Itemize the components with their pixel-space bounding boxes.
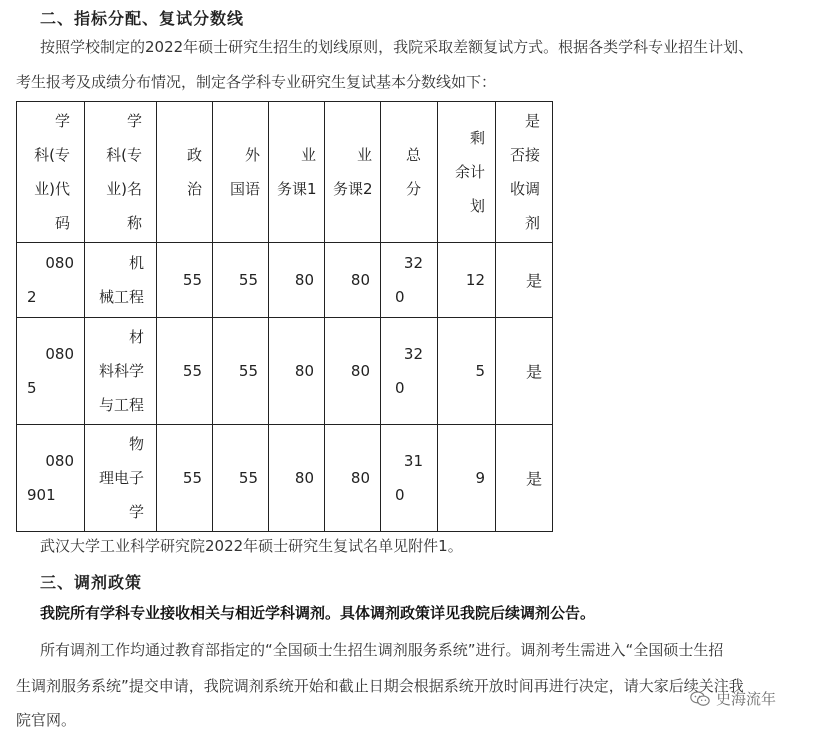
table-cell-remaining: [438, 425, 496, 532]
cell-text-line: 剩: [469, 129, 485, 147]
cell-text-line: 外: [244, 146, 260, 164]
table-cell-code: [17, 425, 85, 532]
cell-text-line: 2: [27, 288, 37, 306]
watermark: [690, 688, 776, 709]
table-cell-politics: [157, 243, 213, 318]
cell-value: 是: [525, 362, 542, 382]
header-cell: [269, 102, 325, 243]
cell-text-line: 5: [27, 379, 37, 397]
table-cell-adjust: [496, 243, 553, 318]
cell-text-line: 科(专: [34, 146, 70, 164]
section-3-paragraph-line-1: 所有调剂工作均通过教育部指定的“全国硕士生招生调剂服务系统”进行。调剂考生需进入“全国硕士生招: [40, 641, 724, 659]
section-2-paragraph-line-1: 按照学校制定的2022年硕士研究生招生的划线原则，我院采取差额复试方式。根据各类学科专业招生计划、: [40, 38, 754, 56]
cell-text-line: 32: [403, 345, 423, 363]
header-cell: [157, 102, 213, 243]
cell-text-line: 32: [403, 254, 423, 272]
cell-text-line: 学: [126, 112, 142, 130]
cell-text-line: 科(专: [106, 146, 142, 164]
cell-text-line: 物: [128, 435, 144, 453]
table-cell-foreign: [213, 243, 269, 318]
cell-value: 5: [475, 362, 485, 380]
header-cell: [85, 102, 157, 243]
cell-value: 55: [182, 362, 202, 380]
cell-text-line: 业: [300, 146, 316, 164]
table-cell-total: [381, 318, 438, 425]
cell-text-line: 学: [54, 112, 70, 130]
header-cell: [496, 102, 553, 243]
cell-text-line: 理电子: [98, 469, 144, 487]
table-cell-foreign: [213, 318, 269, 425]
cell-text-line: 务课2: [333, 180, 373, 198]
cell-text-line: 划: [469, 197, 485, 215]
table-cell-course1: [269, 243, 325, 318]
cell-text-line: 业: [356, 146, 372, 164]
cell-text-line: 与工程: [98, 396, 144, 414]
cell-value: 80: [294, 362, 314, 380]
table-row: [17, 243, 553, 318]
table-cell-course1: [269, 425, 325, 532]
table-cell-politics: [157, 425, 213, 532]
section-3-heading: 三、调剂政策: [40, 573, 143, 592]
header-cell: [438, 102, 496, 243]
table-header-row: [17, 102, 553, 243]
table-cell-politics: [157, 318, 213, 425]
cell-value: 80: [350, 362, 370, 380]
wechat-icon: [690, 690, 710, 708]
table-cell-total: [381, 425, 438, 532]
table-cell-code: [17, 318, 85, 425]
section-3-paragraph-line-2: 生调剂服务系统”提交申请，我院调剂系统开始和截止日期会根据系统开放时间再进行决定，请大家后续关注我: [16, 677, 744, 695]
cell-value: 80: [294, 469, 314, 487]
table-cell-course2: [325, 243, 381, 318]
cell-text-line: 务课1: [277, 180, 317, 198]
section-3-paragraph-line-3: 院官网。: [16, 711, 77, 729]
cell-text-line: 收调: [509, 180, 540, 198]
cell-text-line: 码: [54, 214, 70, 232]
table-cell-total: [381, 243, 438, 318]
table-cell-code: [17, 243, 85, 318]
cell-text-line: 否接: [509, 146, 540, 164]
cell-value: 12: [465, 271, 485, 289]
cell-text-line: 业)代: [34, 180, 70, 198]
table-cell-remaining: [438, 243, 496, 318]
cell-value: 55: [182, 469, 202, 487]
table-cell-foreign: [213, 425, 269, 532]
table-cell-course1: [269, 318, 325, 425]
cell-text-line: 080: [45, 452, 74, 470]
cell-value: 80: [294, 271, 314, 289]
table-cell-name: [85, 318, 157, 425]
cell-text-line: 0: [395, 379, 405, 397]
table-cell-course2: [325, 318, 381, 425]
cell-value: 80: [350, 271, 370, 289]
cell-text-line: 称: [126, 214, 142, 232]
cell-value: 80: [350, 469, 370, 487]
cell-text-line: 是: [524, 112, 540, 130]
cell-text-line: 080: [45, 254, 74, 272]
table-row: [17, 318, 553, 425]
header-cell: [17, 102, 85, 243]
cell-text-line: 余计: [454, 163, 485, 181]
cell-text-line: 政: [186, 146, 202, 164]
table-cell-remaining: [438, 318, 496, 425]
table-cell-adjust: [496, 318, 553, 425]
table-row: [17, 425, 553, 532]
table-cell-name: [85, 425, 157, 532]
cell-text-line: 901: [27, 486, 56, 504]
cell-text-line: 械工程: [98, 288, 144, 306]
cell-text-line: 31: [403, 452, 423, 470]
cell-value: 55: [182, 271, 202, 289]
cell-text-line: 业)名: [106, 180, 142, 198]
cell-text-line: 治: [186, 180, 202, 198]
header-cell: [381, 102, 438, 243]
cell-text-line: 0: [395, 486, 405, 504]
cell-text-line: 分: [405, 180, 421, 198]
cell-value: 55: [238, 469, 258, 487]
attachment-note: 武汉大学工业科学研究院2022年硕士研究生复试名单见附件1。: [40, 537, 463, 555]
section-2-heading: 二、指标分配、复试分数线: [40, 9, 245, 28]
cell-text-line: 国语: [229, 180, 260, 198]
watermark-text: 史海流年: [716, 690, 777, 708]
cell-value: 是: [525, 271, 542, 291]
cell-text-line: 080: [45, 345, 74, 363]
cell-value: 是: [525, 469, 542, 489]
cell-value: 55: [238, 271, 258, 289]
cell-text-line: 学: [128, 503, 144, 521]
score-line-table: [16, 101, 553, 532]
cell-text-line: 料科学: [98, 362, 144, 380]
table-cell-name: [85, 243, 157, 318]
header-cell: [325, 102, 381, 243]
table-cell-adjust: [496, 425, 553, 532]
cell-text-line: 材: [128, 328, 144, 346]
cell-text-line: 剂: [524, 214, 540, 232]
cell-value: 9: [475, 469, 485, 487]
cell-text-line: 机: [128, 254, 144, 272]
cell-text-line: 总: [405, 146, 421, 164]
section-3-bold-notice: 我院所有学科专业接收相关与相近学科调剂。具体调剂政策详见我院后续调剂公告。: [40, 604, 596, 622]
header-cell: [213, 102, 269, 243]
cell-value: 55: [238, 362, 258, 380]
section-2-paragraph-line-2: 考生报考及成绩分布情况，制定各学科专业研究生复试基本分数线如下：: [16, 73, 497, 91]
cell-text-line: 0: [395, 288, 405, 306]
table-cell-course2: [325, 425, 381, 532]
